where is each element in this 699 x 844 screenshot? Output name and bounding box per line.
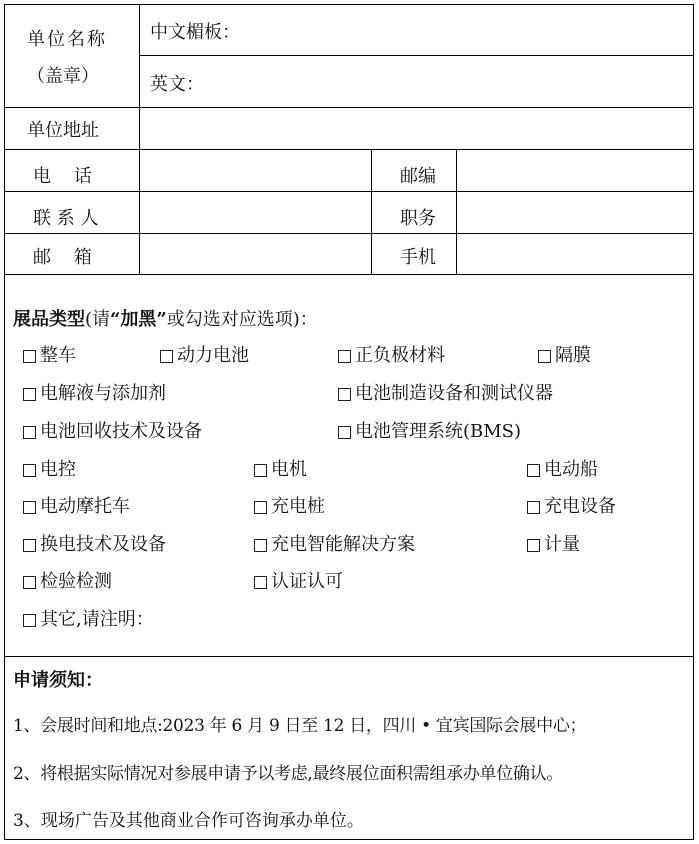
divider xyxy=(5,107,694,108)
option-checkbox[interactable]: 充电智能解决方案 xyxy=(254,534,415,556)
checkbox-icon xyxy=(527,501,540,514)
exhibit-type-heading-text: (请 xyxy=(85,309,111,330)
unit-name-label: 单位名称 xyxy=(27,29,107,50)
contact-person-label: 联 系 人 xyxy=(33,208,99,229)
chinese-name-field[interactable] xyxy=(250,7,690,53)
checkbox-icon xyxy=(254,501,267,514)
checkbox-icon xyxy=(23,388,36,401)
checkbox-icon xyxy=(338,426,351,439)
checkbox-icon xyxy=(23,350,36,363)
seal-label: （盖章） xyxy=(27,66,99,87)
checkbox-icon xyxy=(254,539,267,552)
divider xyxy=(371,149,372,274)
checkbox-icon xyxy=(338,350,351,363)
chinese-name-label: 中文楣板： xyxy=(150,22,240,43)
divider xyxy=(456,149,457,274)
option-checkbox[interactable]: 换电技术及设备 xyxy=(23,534,166,556)
divider xyxy=(139,55,694,56)
exhibit-type-heading-bold: 展品类型 xyxy=(13,309,85,330)
divider xyxy=(139,5,140,274)
divider xyxy=(5,233,694,234)
english-name-label: 英文： xyxy=(150,74,204,95)
checkbox-icon xyxy=(160,350,173,363)
option-checkbox[interactable]: 计量 xyxy=(527,534,580,556)
postcode-field[interactable] xyxy=(459,152,690,189)
checkbox-icon xyxy=(527,539,540,552)
option-checkbox[interactable]: 充电设备 xyxy=(527,496,616,518)
exhibition-application-form xyxy=(4,4,694,840)
email-field[interactable] xyxy=(142,236,368,272)
exhibit-type-heading-emphasis: “加黑” xyxy=(110,309,167,330)
option-checkbox[interactable]: 正负极材料 xyxy=(338,345,445,367)
phone-field[interactable] xyxy=(142,152,368,189)
english-name-field[interactable] xyxy=(205,58,690,104)
exhibit-type-heading-text: 或勾选对应选项)： xyxy=(166,309,318,330)
divider xyxy=(5,274,694,275)
option-checkbox[interactable]: 电池制造设备和测试仪器 xyxy=(338,383,553,405)
option-checkbox[interactable]: 电动船 xyxy=(527,459,598,481)
contact-person-field[interactable] xyxy=(142,194,368,231)
checkbox-icon xyxy=(23,464,36,477)
option-checkbox[interactable]: 整车 xyxy=(23,345,76,367)
notice-item-2: 2、将根据实际情况对参展申请予以考虑,最终展位面积需组承办单位确认。 xyxy=(13,764,564,784)
position-label: 职务 xyxy=(400,208,436,229)
option-checkbox[interactable]: 电解液与添加剂 xyxy=(23,383,166,405)
divider xyxy=(5,656,694,657)
notice-item-1: 1、会展时间和地点:2023 年 6 月 9 日至 12 日，四川 • 宜宾国际会展中心； xyxy=(13,716,587,736)
address-field[interactable] xyxy=(142,110,690,147)
position-field[interactable] xyxy=(459,194,690,231)
checkbox-icon xyxy=(254,576,267,589)
option-checkbox[interactable]: 检验检测 xyxy=(23,571,112,593)
checkbox-icon xyxy=(338,388,351,401)
phone-label: 电 话 xyxy=(33,166,92,187)
option-checkbox[interactable]: 电机 xyxy=(254,459,307,481)
checkbox-icon xyxy=(23,614,36,627)
mobile-label: 手机 xyxy=(400,247,436,268)
mobile-field[interactable] xyxy=(459,236,690,272)
option-checkbox[interactable]: 电控 xyxy=(23,459,76,481)
divider xyxy=(5,191,694,192)
divider xyxy=(5,149,694,150)
checkbox-icon xyxy=(23,539,36,552)
checkbox-icon xyxy=(23,576,36,589)
checkbox-icon xyxy=(538,350,551,363)
option-checkbox[interactable]: 电动摩托车 xyxy=(23,496,130,518)
notice-item-3: 3、现场广告及其他商业合作可咨询承办单位。 xyxy=(13,811,364,831)
checkbox-icon xyxy=(23,426,36,439)
exhibit-type-heading xyxy=(13,309,318,331)
checkbox-icon xyxy=(254,464,267,477)
option-checkbox[interactable]: 隔膜 xyxy=(538,345,591,367)
email-label: 邮 箱 xyxy=(33,247,92,268)
option-checkbox[interactable]: 电池管理系统(BMS) xyxy=(338,421,521,443)
option-checkbox-other[interactable]: 其它,请注明： xyxy=(23,609,154,631)
option-checkbox[interactable]: 动力电池 xyxy=(160,345,249,367)
option-checkbox[interactable]: 认证认可 xyxy=(254,571,343,593)
option-checkbox[interactable]: 电池回收技术及设备 xyxy=(23,421,202,443)
checkbox-icon xyxy=(527,464,540,477)
option-checkbox[interactable]: 充电桩 xyxy=(254,496,325,518)
postcode-label: 邮编 xyxy=(400,166,436,187)
notice-heading: 申请须知： xyxy=(13,670,103,691)
address-label: 单位地址 xyxy=(27,120,99,141)
checkbox-icon xyxy=(23,501,36,514)
